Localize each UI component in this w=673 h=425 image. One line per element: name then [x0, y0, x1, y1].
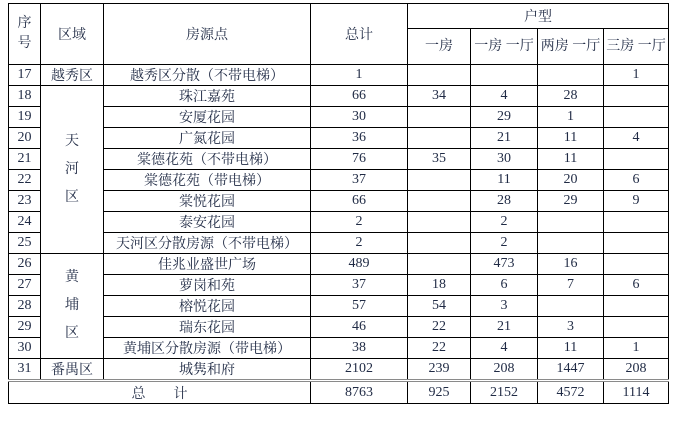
cell-one-room: [408, 65, 471, 86]
region-vertical-label: 天河区: [64, 133, 79, 205]
cell-three-room-one-hall: 6: [604, 275, 669, 296]
cell-no: 31: [9, 359, 41, 381]
cell-region-huangpu: [41, 254, 104, 359]
cell-one-room: 54: [408, 296, 471, 317]
cell-total: 36: [311, 128, 408, 149]
header-one-room: 一房: [408, 29, 471, 65]
cell-three-room-one-hall: [604, 233, 669, 254]
housing-allocation-table: [8, 3, 669, 404]
header-serial: [9, 4, 41, 65]
cell-one-room-one-hall: 2: [471, 233, 538, 254]
cell-one-room-one-hall: [471, 65, 538, 86]
cell-one-room-one-hall: 4: [471, 86, 538, 107]
cell-three-room-one-hall: [604, 107, 669, 128]
cell-two-room-one-hall: 1: [538, 107, 604, 128]
cell-total: 1: [311, 65, 408, 86]
cell-two-room-one-hall: 20: [538, 170, 604, 191]
cell-two-room-one-hall: 3: [538, 317, 604, 338]
cell-total: 37: [311, 170, 408, 191]
header-serial-label: 序号: [17, 15, 32, 51]
cell-two-room-one-hall: 29: [538, 191, 604, 212]
cell-site: 棠德花苑（不带电梯）: [104, 149, 311, 170]
cell-two-room-one-hall: 11: [538, 128, 604, 149]
cell-one-room-one-hall: 6: [471, 275, 538, 296]
cell-two-room-one-hall: [538, 212, 604, 233]
region-vertical-label: 黄埔区: [64, 270, 79, 341]
cell-one-room-one-hall: 28: [471, 191, 538, 212]
cell-total: 2102: [311, 359, 408, 381]
cell-region: 越秀区: [41, 65, 104, 86]
grand-total-one-room-one-hall: 2152: [471, 381, 538, 404]
table-row: [9, 212, 669, 233]
cell-three-room-one-hall: 1: [604, 65, 669, 86]
cell-total: 57: [311, 296, 408, 317]
cell-three-room-one-hall: [604, 212, 669, 233]
cell-no: 27: [9, 275, 41, 296]
table-row: [9, 338, 669, 359]
cell-two-room-one-hall: 1447: [538, 359, 604, 381]
table-row: [9, 191, 669, 212]
cell-one-room-one-hall: 473: [471, 254, 538, 275]
cell-three-room-one-hall: [604, 86, 669, 107]
cell-one-room-one-hall: 30: [471, 149, 538, 170]
cell-one-room-one-hall: 21: [471, 317, 538, 338]
cell-two-room-one-hall: [538, 65, 604, 86]
cell-no: 25: [9, 233, 41, 254]
cell-one-room-one-hall: 4: [471, 338, 538, 359]
cell-one-room: 18: [408, 275, 471, 296]
cell-one-room: [408, 170, 471, 191]
header-unit-type: 户型: [408, 4, 669, 29]
cell-two-room-one-hall: 16: [538, 254, 604, 275]
table-row: [9, 149, 669, 170]
grand-total-one-room: 925: [408, 381, 471, 404]
cell-total: 66: [311, 86, 408, 107]
cell-region-tianhe: [41, 86, 104, 254]
cell-total: 30: [311, 107, 408, 128]
cell-one-room: 22: [408, 338, 471, 359]
cell-three-room-one-hall: 9: [604, 191, 669, 212]
cell-one-room: 239: [408, 359, 471, 381]
cell-three-room-one-hall: 6: [604, 170, 669, 191]
header-total: 总计: [311, 4, 408, 65]
header-three-room-one-hall: 三房 一厅: [604, 29, 669, 65]
cell-one-room-one-hall: 208: [471, 359, 538, 381]
cell-total: 37: [311, 275, 408, 296]
cell-no: 26: [9, 254, 41, 275]
cell-no: 28: [9, 296, 41, 317]
table-row: [9, 107, 669, 128]
cell-one-room-one-hall: 2: [471, 212, 538, 233]
cell-no: 21: [9, 149, 41, 170]
grand-total-sum: 8763: [311, 381, 408, 404]
header-row-1: [9, 4, 669, 29]
table-row: [9, 65, 669, 86]
cell-site: 萝岗和苑: [104, 275, 311, 296]
cell-site: 佳兆业盛世广场: [104, 254, 311, 275]
table-row: [9, 170, 669, 191]
cell-two-room-one-hall: [538, 233, 604, 254]
cell-site: 黄埔区分散房源（带电梯）: [104, 338, 311, 359]
cell-site: 城隽和府: [104, 359, 311, 381]
cell-site: 安厦花园: [104, 107, 311, 128]
cell-one-room: [408, 212, 471, 233]
cell-site: 广氮花园: [104, 128, 311, 149]
cell-two-room-one-hall: [538, 296, 604, 317]
cell-three-room-one-hall: 1: [604, 338, 669, 359]
table-row: [9, 296, 669, 317]
cell-no: 23: [9, 191, 41, 212]
cell-total: 489: [311, 254, 408, 275]
cell-no: 19: [9, 107, 41, 128]
cell-one-room-one-hall: 21: [471, 128, 538, 149]
cell-total: 2: [311, 212, 408, 233]
table-row: [9, 275, 669, 296]
cell-one-room-one-hall: 29: [471, 107, 538, 128]
cell-one-room: 34: [408, 86, 471, 107]
cell-one-room: [408, 191, 471, 212]
grand-total-label: 总 计: [9, 381, 311, 404]
table-row: [9, 359, 669, 381]
cell-total: 38: [311, 338, 408, 359]
cell-one-room: [408, 128, 471, 149]
cell-three-room-one-hall: [604, 254, 669, 275]
cell-no: 22: [9, 170, 41, 191]
header-two-room-one-hall: 两房 一厅: [538, 29, 604, 65]
cell-three-room-one-hall: [604, 149, 669, 170]
cell-region-panyu: 番禺区: [41, 359, 104, 381]
cell-no: 18: [9, 86, 41, 107]
header-region: 区域: [41, 4, 104, 65]
cell-no: 17: [9, 65, 41, 86]
grand-total-row: [9, 381, 669, 404]
cell-site: 棠悦花园: [104, 191, 311, 212]
cell-no: 24: [9, 212, 41, 233]
cell-two-room-one-hall: 11: [538, 149, 604, 170]
cell-no: 20: [9, 128, 41, 149]
cell-site: 棠德花苑（带电梯）: [104, 170, 311, 191]
cell-one-room: [408, 233, 471, 254]
grand-total-two-room-one-hall: 4572: [538, 381, 604, 404]
cell-three-room-one-hall: [604, 317, 669, 338]
cell-total: 76: [311, 149, 408, 170]
cell-total: 46: [311, 317, 408, 338]
grand-total-three-room-one-hall: 1114: [604, 381, 669, 404]
cell-site: 天河区分散房源（不带电梯）: [104, 233, 311, 254]
cell-site: 榕悦花园: [104, 296, 311, 317]
cell-no: 30: [9, 338, 41, 359]
cell-one-room-one-hall: 3: [471, 296, 538, 317]
header-site: 房源点: [104, 4, 311, 65]
cell-no: 29: [9, 317, 41, 338]
cell-total: 66: [311, 191, 408, 212]
header-one-room-one-hall: 一房 一厅: [471, 29, 538, 65]
table-row: [9, 233, 669, 254]
cell-three-room-one-hall: [604, 296, 669, 317]
cell-one-room: 35: [408, 149, 471, 170]
cell-three-room-one-hall: 208: [604, 359, 669, 381]
table-row: [9, 254, 669, 275]
cell-one-room: [408, 107, 471, 128]
cell-two-room-one-hall: 28: [538, 86, 604, 107]
cell-one-room: [408, 254, 471, 275]
cell-three-room-one-hall: 4: [604, 128, 669, 149]
cell-site: 泰安花园: [104, 212, 311, 233]
cell-two-room-one-hall: 11: [538, 338, 604, 359]
table-row: [9, 128, 669, 149]
cell-one-room-one-hall: 11: [471, 170, 538, 191]
cell-one-room: 22: [408, 317, 471, 338]
cell-site: 越秀区分散（不带电梯）: [104, 65, 311, 86]
cell-site: 珠江嘉苑: [104, 86, 311, 107]
cell-site: 瑞东花园: [104, 317, 311, 338]
cell-total: 2: [311, 233, 408, 254]
table-row: [9, 86, 669, 107]
cell-two-room-one-hall: 7: [538, 275, 604, 296]
table-row: [9, 317, 669, 338]
